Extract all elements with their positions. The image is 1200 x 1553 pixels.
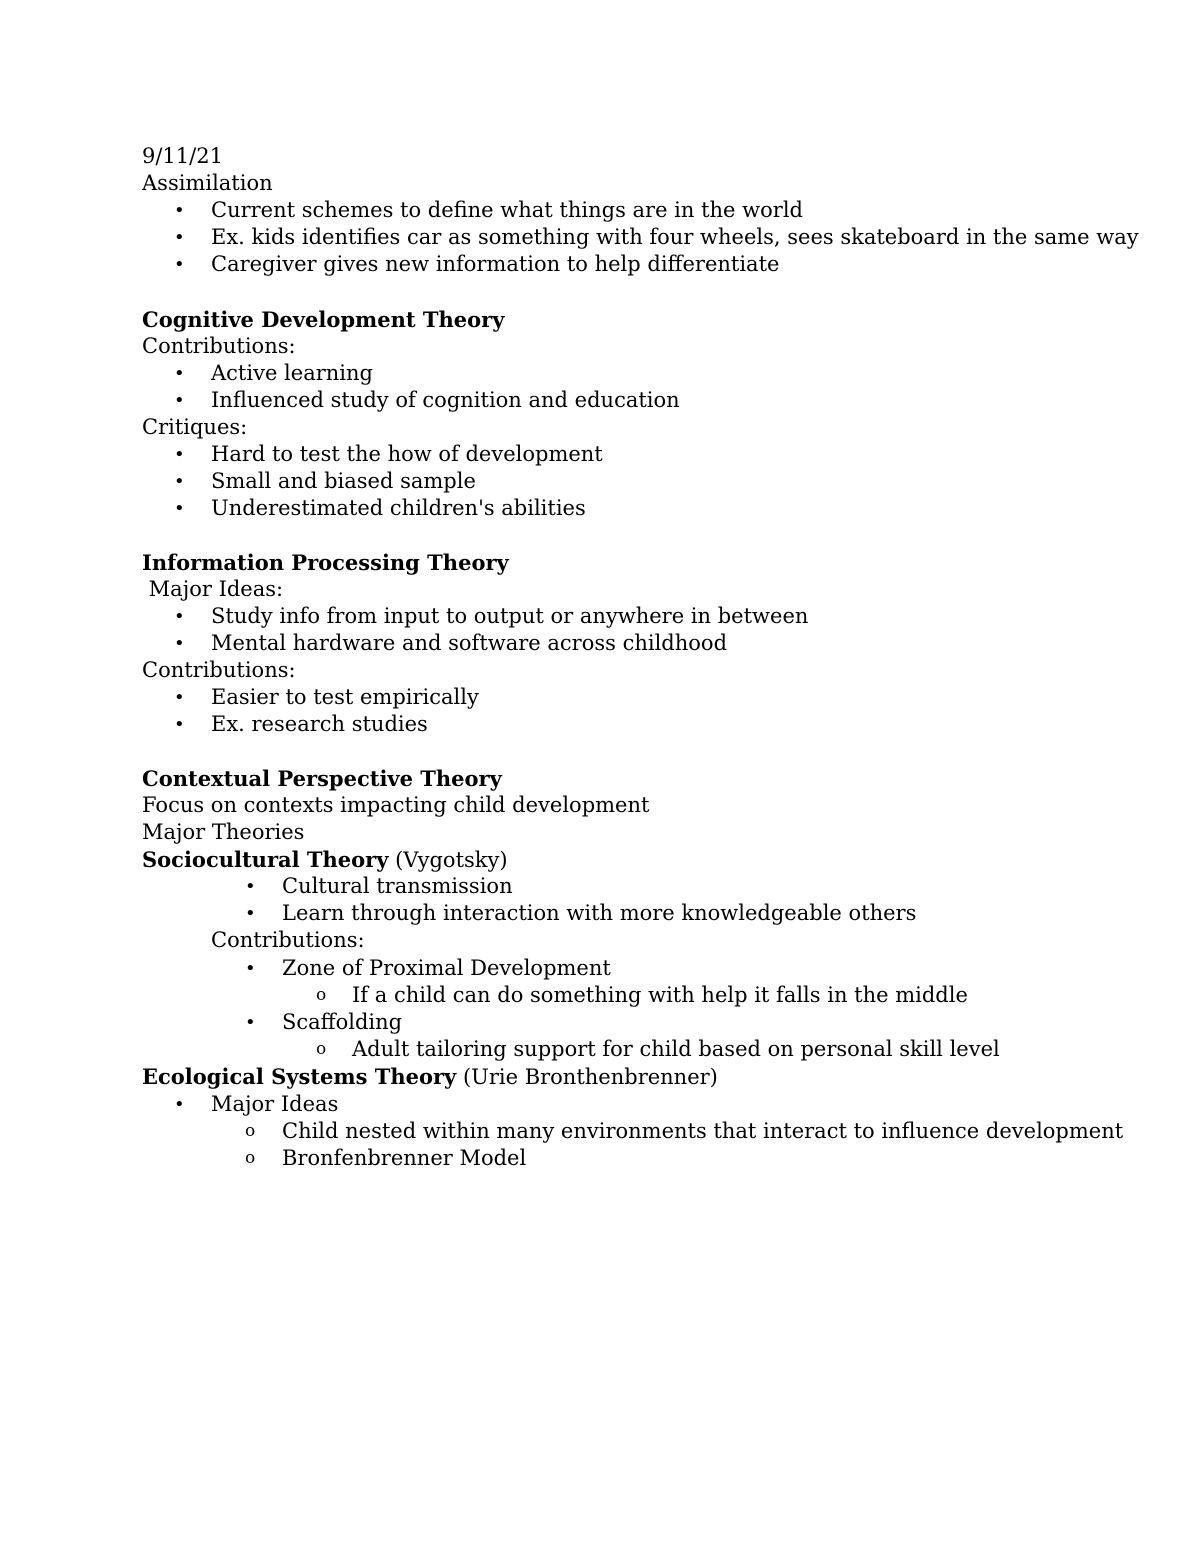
list-item: Ex. kids identifies car as something with four wheels, sees skateboard in the same way xyxy=(211,225,1139,249)
information-heading: Information Processing Theory xyxy=(142,550,509,575)
bullet-icon: • xyxy=(174,444,185,465)
list-item: Caregiver gives new information to help differentiate xyxy=(211,252,780,276)
bullet-icon: • xyxy=(174,714,185,735)
list-item: Influenced study of cognition and education xyxy=(211,388,680,412)
bullet-icon: • xyxy=(174,363,185,384)
information-major-ideas-label: Major Ideas: xyxy=(142,577,284,601)
bullet-icon: • xyxy=(245,958,256,979)
list-item: Small and biased sample xyxy=(211,469,476,493)
sub-list-item: Adult tailoring support for child based on personal skill level xyxy=(352,1037,1000,1061)
bullet-icon: • xyxy=(174,471,185,492)
sub-bullet-icon: o xyxy=(245,1121,256,1141)
sub-bullet-icon: o xyxy=(316,985,327,1005)
sub-list-item: Bronfenbrenner Model xyxy=(282,1146,527,1170)
list-item: Study info from input to output or anywhere in between xyxy=(211,604,809,628)
sociocultural-line xyxy=(142,846,508,874)
sociocultural-author: (Vygotsky) xyxy=(388,848,508,872)
sub-list-item: Child nested within many environments that interact to influence development xyxy=(282,1119,1124,1143)
ecological-title: Ecological Systems Theory xyxy=(142,1064,457,1089)
date: 9/11/21 xyxy=(142,144,223,168)
list-item: Learn through interaction with more knowledgeable others xyxy=(282,901,917,925)
sociocultural-contributions-label: Contributions: xyxy=(211,928,365,952)
bullet-icon: • xyxy=(174,390,185,411)
sub-bullet-icon: o xyxy=(316,1039,327,1059)
bullet-icon: • xyxy=(174,498,185,519)
bullet-icon: • xyxy=(174,633,185,654)
bullet-icon: • xyxy=(245,903,256,924)
bullet-icon: • xyxy=(245,876,256,897)
cognitive-contributions-label: Contributions: xyxy=(142,334,296,358)
bullet-icon: • xyxy=(174,687,185,708)
contextual-focus: Focus on contexts impacting child development xyxy=(142,793,650,817)
bullet-icon: • xyxy=(174,254,185,275)
bullet-icon: • xyxy=(245,1012,256,1033)
bullet-icon: • xyxy=(174,227,185,248)
list-item: Mental hardware and software across childhood xyxy=(211,631,728,655)
list-item: Underestimated children's abilities xyxy=(211,496,586,520)
list-item: Zone of Proximal Development xyxy=(282,956,611,980)
list-item: Scaffolding xyxy=(282,1010,403,1034)
list-item: Current schemes to define what things are in the world xyxy=(211,198,803,222)
sub-bullet-icon: o xyxy=(245,1148,256,1168)
list-item: Active learning xyxy=(211,361,373,385)
sub-list-item: If a child can do something with help it falls in the middle xyxy=(352,983,968,1007)
bullet-icon: • xyxy=(174,1094,185,1115)
major-theories-label: Major Theories xyxy=(142,820,305,844)
cognitive-heading: Cognitive Development Theory xyxy=(142,307,505,332)
list-item: Cultural transmission xyxy=(282,874,513,898)
list-item: Hard to test the how of development xyxy=(211,442,603,466)
assimilation-heading: Assimilation xyxy=(142,171,273,195)
ecological-author: (Urie Bronthenbrenner) xyxy=(456,1065,718,1089)
bullet-icon: • xyxy=(174,606,185,627)
cognitive-critiques-label: Critiques: xyxy=(142,415,248,439)
ecological-line xyxy=(142,1063,718,1091)
contextual-heading: Contextual Perspective Theory xyxy=(142,766,502,791)
list-item: Major Ideas xyxy=(211,1092,339,1116)
sociocultural-title: Sociocultural Theory xyxy=(142,847,389,872)
list-item: Ex. research studies xyxy=(211,712,428,736)
information-contributions-label: Contributions: xyxy=(142,658,296,682)
bullet-icon: • xyxy=(174,200,185,221)
list-item: Easier to test empirically xyxy=(211,685,479,709)
